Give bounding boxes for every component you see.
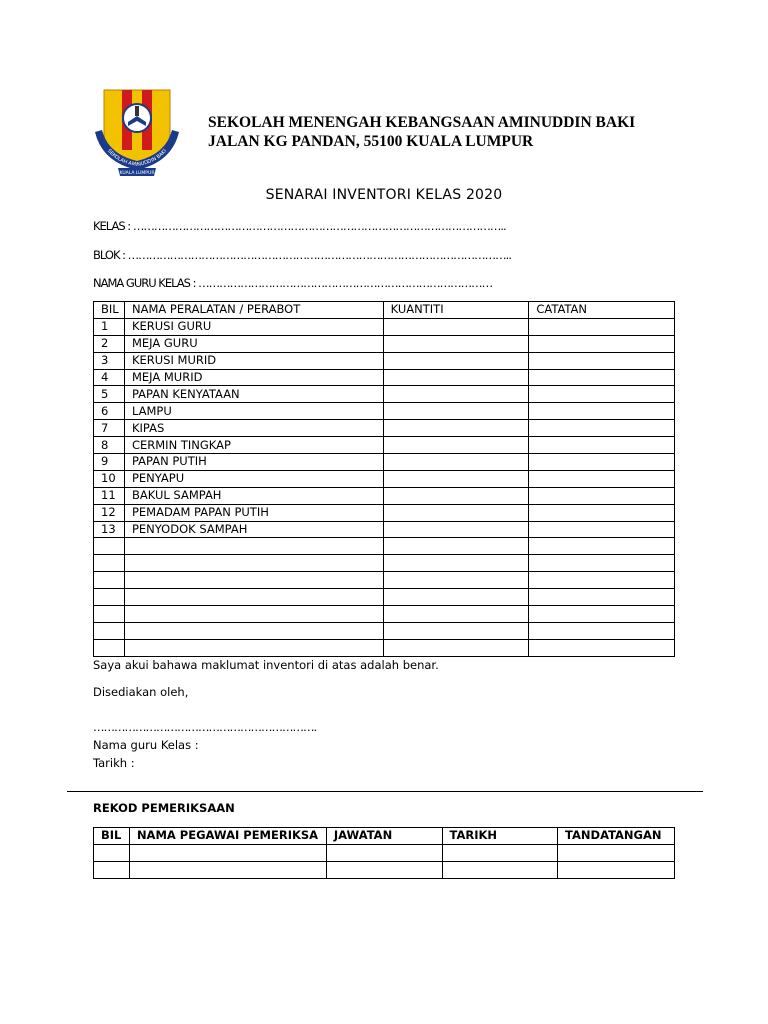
- inventory-row: [94, 470, 675, 487]
- cell-catatan[interactable]: [529, 386, 675, 403]
- cell-nama-peralatan: [124, 572, 383, 589]
- cell-bil: [94, 639, 125, 656]
- school-header: [208, 113, 635, 151]
- inventory-row: [94, 555, 675, 572]
- cell-bil: 6: [94, 403, 125, 420]
- rekod-title: REKOD PEMERIKSAAN: [93, 801, 235, 815]
- rekod-cell-nama[interactable]: [129, 861, 326, 878]
- inventory-row: [94, 572, 675, 589]
- cell-kuantiti[interactable]: [383, 504, 529, 521]
- cell-bil: 12: [94, 504, 125, 521]
- cell-nama-peralatan: [124, 606, 383, 623]
- rekod-header-jawatan: JAWATAN: [326, 828, 442, 845]
- cell-bil: [94, 622, 125, 639]
- inventory-row: [94, 318, 675, 335]
- tarikh-label: Tarikh :: [93, 756, 135, 770]
- inventory-row: [94, 352, 675, 369]
- nama-guru-kelas-label: Nama guru Kelas :: [93, 738, 199, 752]
- school-address: JALAN KG PANDAN, 55100 KUALA LUMPUR: [208, 133, 534, 150]
- cell-catatan[interactable]: [529, 622, 675, 639]
- cell-kuantiti[interactable]: [383, 352, 529, 369]
- rekod-cell-tandatangan[interactable]: [558, 844, 675, 861]
- rekod-row: [94, 861, 675, 878]
- rekod-header-tarikh: TARIKH: [442, 828, 558, 845]
- cell-bil: [94, 538, 125, 555]
- inventory-row: [94, 386, 675, 403]
- cell-bil: 3: [94, 352, 125, 369]
- cell-kuantiti[interactable]: [383, 386, 529, 403]
- cell-kuantiti[interactable]: [383, 420, 529, 437]
- cell-nama-peralatan: PENYAPU: [124, 470, 383, 487]
- cell-kuantiti[interactable]: [383, 538, 529, 555]
- cell-bil: [94, 589, 125, 606]
- cell-kuantiti[interactable]: [383, 589, 529, 606]
- cell-bil: [94, 572, 125, 589]
- rekod-cell-tarikh[interactable]: [442, 861, 558, 878]
- cell-nama-peralatan: [124, 555, 383, 572]
- cell-kuantiti[interactable]: [383, 521, 529, 538]
- cell-bil: 7: [94, 420, 125, 437]
- cell-nama-peralatan: PEMADAM PAPAN PUTIH: [124, 504, 383, 521]
- school-logo: [92, 86, 182, 178]
- inventory-row: [94, 454, 675, 471]
- cell-nama-peralatan: PENYODOK SAMPAH: [124, 521, 383, 538]
- cell-kuantiti[interactable]: [383, 369, 529, 386]
- cell-kuantiti[interactable]: [383, 335, 529, 352]
- cell-kuantiti[interactable]: [383, 454, 529, 471]
- cell-kuantiti[interactable]: [383, 606, 529, 623]
- cell-catatan[interactable]: [529, 420, 675, 437]
- cell-kuantiti[interactable]: [383, 470, 529, 487]
- inventory-row: [94, 369, 675, 386]
- section-divider: [67, 791, 703, 792]
- school-name: SEKOLAH MENENGAH KEBANGSAAN AMINUDDIN BAKI: [208, 114, 636, 131]
- cell-nama-peralatan: [124, 639, 383, 656]
- rekod-cell-bil[interactable]: [94, 844, 130, 861]
- cell-kuantiti[interactable]: [383, 622, 529, 639]
- rekod-header-row: [94, 828, 675, 845]
- cell-catatan[interactable]: [529, 487, 675, 504]
- cell-catatan[interactable]: [529, 606, 675, 623]
- rekod-header-nama-pegawai: NAMA PEGAWAI PEMERIKSA: [129, 828, 326, 845]
- rekod-cell-bil[interactable]: [94, 861, 130, 878]
- cell-bil: 5: [94, 386, 125, 403]
- cell-catatan[interactable]: [529, 403, 675, 420]
- rekod-cell-jawatan[interactable]: [326, 861, 442, 878]
- cell-nama-peralatan: [124, 589, 383, 606]
- cell-catatan[interactable]: [529, 589, 675, 606]
- cell-nama-peralatan: LAMPU: [124, 403, 383, 420]
- cell-catatan[interactable]: [529, 504, 675, 521]
- cell-kuantiti[interactable]: [383, 437, 529, 454]
- cell-nama-peralatan: [124, 622, 383, 639]
- cell-catatan[interactable]: [529, 335, 675, 352]
- inventory-row: [94, 487, 675, 504]
- cell-catatan[interactable]: [529, 454, 675, 471]
- cell-catatan[interactable]: [529, 318, 675, 335]
- rekod-row: [94, 844, 675, 861]
- cell-catatan[interactable]: [529, 521, 675, 538]
- cell-catatan[interactable]: [529, 369, 675, 386]
- rekod-body: [94, 844, 675, 878]
- cell-nama-peralatan: MEJA MURID: [124, 369, 383, 386]
- cell-nama-peralatan: [124, 538, 383, 555]
- inventory-row: [94, 639, 675, 656]
- cell-bil: 13: [94, 521, 125, 538]
- inventory-row: [94, 335, 675, 352]
- blok-field[interactable]: BLOK : ………………………………………………………………………………………………..: [93, 248, 511, 262]
- inventory-table: [93, 301, 675, 657]
- header-bil: BIL: [94, 302, 125, 319]
- cell-nama-peralatan: KIPAS: [124, 420, 383, 437]
- inventory-row: [94, 622, 675, 639]
- cell-nama-peralatan: CERMIN TINGKAP: [124, 437, 383, 454]
- cell-catatan[interactable]: [529, 352, 675, 369]
- cell-nama-peralatan: PAPAN PUTIH: [124, 454, 383, 471]
- inventory-body: [94, 318, 675, 656]
- signature-line[interactable]: ……………………………………………………….: [93, 720, 317, 734]
- cell-nama-peralatan: MEJA GURU: [124, 335, 383, 352]
- cell-kuantiti[interactable]: [383, 318, 529, 335]
- cell-catatan[interactable]: [529, 538, 675, 555]
- inventory-row: [94, 420, 675, 437]
- cell-kuantiti[interactable]: [383, 555, 529, 572]
- inventory-row: [94, 403, 675, 420]
- declaration-text: Saya akui bahawa maklumat inventori di atas adalah benar.: [93, 658, 439, 672]
- cell-nama-peralatan: PAPAN KENYATAAN: [124, 386, 383, 403]
- inventory-header-row: [94, 302, 675, 319]
- rekod-table: [93, 827, 675, 879]
- cell-bil: 10: [94, 470, 125, 487]
- inventory-row: [94, 504, 675, 521]
- cell-kuantiti[interactable]: [383, 403, 529, 420]
- cell-kuantiti[interactable]: [383, 639, 529, 656]
- inventory-row: [94, 437, 675, 454]
- cell-bil: [94, 555, 125, 572]
- cell-bil: 8: [94, 437, 125, 454]
- cell-catatan[interactable]: [529, 555, 675, 572]
- cell-catatan[interactable]: [529, 572, 675, 589]
- cell-bil: 11: [94, 487, 125, 504]
- page-title: SENARAI INVENTORI KELAS 2020: [265, 187, 503, 203]
- header-catatan: CATATAN: [529, 302, 675, 319]
- cell-catatan[interactable]: [529, 639, 675, 656]
- prepared-by-label: Disediakan oleh,: [93, 685, 189, 699]
- cell-nama-peralatan: KERUSI GURU: [124, 318, 383, 335]
- header-kuantiti: KUANTITI: [383, 302, 529, 319]
- cell-bil: 9: [94, 454, 125, 471]
- cell-bil: 1: [94, 318, 125, 335]
- cell-nama-peralatan: KERUSI MURID: [124, 352, 383, 369]
- rekod-cell-tarikh[interactable]: [442, 844, 558, 861]
- svg-text:KUALA LUMPUR: KUALA LUMPUR: [119, 171, 155, 176]
- cell-catatan[interactable]: [529, 437, 675, 454]
- cell-kuantiti[interactable]: [383, 487, 529, 504]
- cell-nama-peralatan: BAKUL SAMPAH: [124, 487, 383, 504]
- cell-bil: 4: [94, 369, 125, 386]
- cell-kuantiti[interactable]: [383, 572, 529, 589]
- inventory-row: [94, 589, 675, 606]
- cell-bil: [94, 606, 125, 623]
- nama-guru-field[interactable]: NAMA GURU KELAS : …………………………………………………………………………: [93, 276, 493, 290]
- inventory-row: [94, 521, 675, 538]
- cell-catatan[interactable]: [529, 470, 675, 487]
- svg-text:SEKOLAH AMINUDDIN BAKI: SEKOLAH AMINUDDIN BAKI: [106, 148, 168, 169]
- rekod-cell-tandatangan[interactable]: [558, 861, 675, 878]
- rekod-cell-nama[interactable]: [129, 844, 326, 861]
- rekod-cell-jawatan[interactable]: [326, 844, 442, 861]
- cell-bil: 2: [94, 335, 125, 352]
- rekod-header-bil: BIL: [94, 828, 130, 845]
- inventory-row: [94, 606, 675, 623]
- kelas-field[interactable]: KELAS : ……………………………………………………………………………………………..: [93, 219, 506, 233]
- inventory-row: [94, 538, 675, 555]
- header-nama-peralatan: NAMA PERALATAN / PERABOT: [124, 302, 383, 319]
- rekod-header-tandatangan: TANDATANGAN: [558, 828, 675, 845]
